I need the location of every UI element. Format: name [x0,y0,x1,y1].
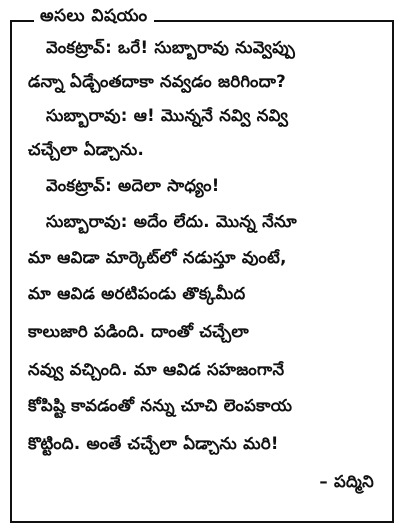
text-line: మా ఆవిడా మార్కెట్‌లో నడుస్తూ వుంటే, [28,248,287,267]
text-line: కోపిష్టి కావడంతో నన్ను చూచి లెంపకాయ [28,396,293,415]
text-line: మా ఆవిడ అరటిపండు తొక్కమీద [28,284,246,303]
text-line: కాలుజారి పడింది. దాంతో చచ్చేలా [28,322,249,341]
text-line: కొట్టింది. అంతే చచ్చేలా ఏడ్చాను మరి! [28,434,279,453]
text-line: చచ్చేలా ఏడ్చాను. [28,140,145,159]
text-frame [10,20,394,523]
author-signature: – పద్మిని [319,472,374,491]
article-title: అసలు విషయం [34,6,154,30]
text-line: వెంకట్రావ్: ఒరే! సుబ్బారావు నువ్వెప్పు [46,38,296,57]
text-line: నవ్వు వచ్చింది. మా ఆవిడ సహజంగానే [28,360,285,379]
text-line: డన్నా ఏడ్చేంతదాకా నవ్వడం జరిగిందా? [28,72,287,91]
text-line: సుబ్బారావు: అదేం లేదు. మొన్న నేనూ [46,212,297,231]
text-line: సుబ్బారావు: ఆ! మొన్ననే నవ్వి నవ్వి [46,106,289,125]
text-line: వెంకట్రావ్: అదెలా సాధ్యం! [46,176,220,195]
